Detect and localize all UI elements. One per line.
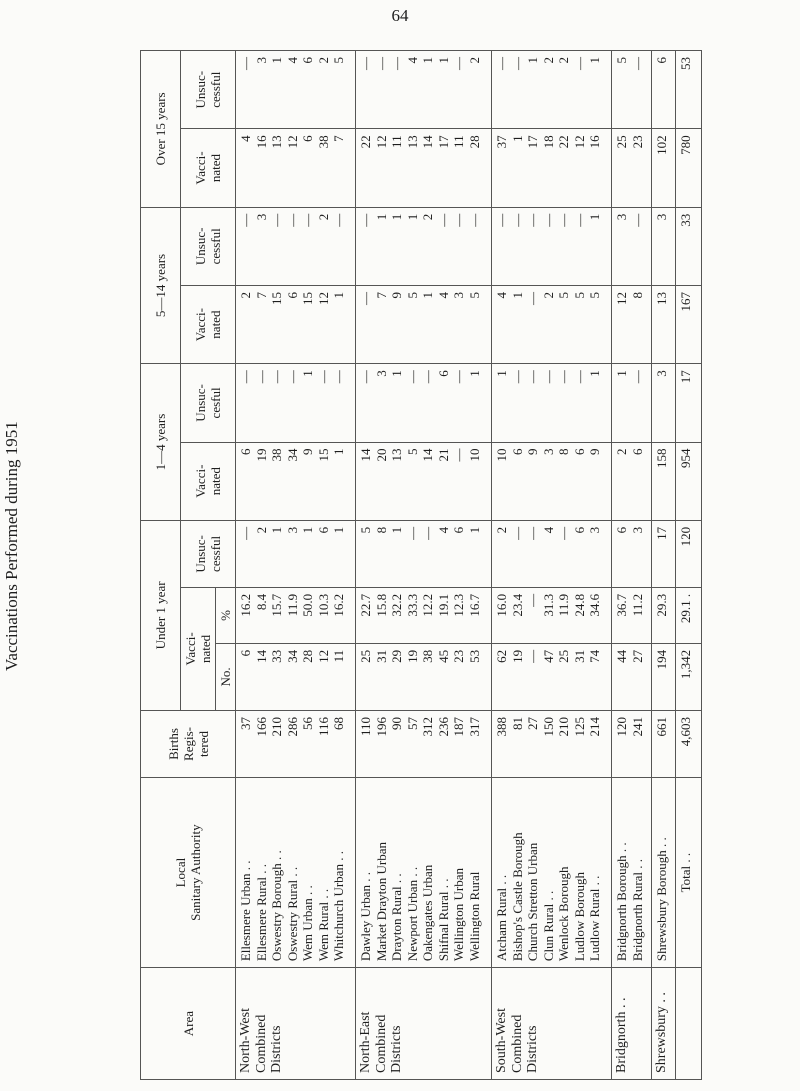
over-15-unsuccessful-cell: — — 1 2 2 — 1 bbox=[492, 51, 612, 129]
header-1-4-unsuccessful: Unsuc- cesful bbox=[181, 364, 236, 442]
authority-cell: Ellesmere Urban . . Ellesmere Rural . . Oswestry Borough . . Oswestry Rural . . Wem Urban . . Wem Rural . . Whitchurch Urban . . bbox=[236, 778, 356, 968]
total-area-cell bbox=[676, 968, 702, 1080]
under-1-unsuccessful-cell: 2 — — 4 — 6 3 bbox=[492, 520, 612, 587]
total-1-4-unsuccessful: 17 bbox=[676, 364, 702, 442]
table-stage bbox=[140, 50, 696, 1080]
age-5-14-unsuccessful-cell: — 3 — — — 2 — bbox=[236, 207, 356, 285]
age-1-4-vaccinated-cell: 10 6 9 3 8 6 9 bbox=[492, 442, 612, 520]
over-15-vaccinated-cell: 4 16 13 12 6 38 7 bbox=[236, 129, 356, 207]
total-row bbox=[676, 51, 702, 1080]
header-over-15-unsuccessful: Unsuc- cessful bbox=[181, 51, 236, 129]
age-5-14-vaccinated-cell: — 7 9 5 1 4 3 5 bbox=[356, 285, 492, 363]
under-1-unsuccessful-cell: 6 3 bbox=[612, 520, 652, 587]
births-cell: 110 196 90 57 312 236 187 317 bbox=[356, 710, 492, 777]
table-rotator bbox=[140, 50, 696, 1080]
under-1-pct-cell: 16.2 8.4 15.7 11.9 50.0 10.3 16.2 bbox=[236, 587, 356, 643]
header-under-1-vaccinated: Vacci- nated bbox=[181, 587, 216, 710]
table-row bbox=[356, 51, 492, 1080]
over-15-unsuccessful-cell: — — — 4 1 1 — 2 bbox=[356, 51, 492, 129]
authority-cell: Shrewsbury Borough . . bbox=[652, 778, 676, 968]
births-cell: 388 81 27 150 210 125 214 bbox=[492, 710, 612, 777]
age-1-4-unsuccessful-cell: — 3 1 — — 6 — 1 bbox=[356, 364, 492, 442]
table-row bbox=[612, 51, 652, 1080]
header-1-4: 1—4 years bbox=[141, 364, 181, 521]
under-1-unsuccessful-cell: 17 bbox=[652, 520, 676, 587]
table-row bbox=[236, 51, 356, 1080]
under-1-unsuccessful-cell: 5 8 1 — — 4 6 1 bbox=[356, 520, 492, 587]
header-under-1-no: No. bbox=[216, 643, 236, 710]
total-5-14-unsuccessful: 33 bbox=[676, 207, 702, 285]
authority-cell: Dawley Urban . . Market Drayton Urban Drayton Rural . . Newport Urban . . Oakengates Urban Shifnal Rural . . Wellington Urban Wellington Rural bbox=[356, 778, 492, 968]
under-1-unsuccessful-cell: — 2 1 3 1 6 1 bbox=[236, 520, 356, 587]
under-1-pct-cell: 29.3 bbox=[652, 587, 676, 643]
area-cell: Shrewsbury . . bbox=[652, 968, 676, 1080]
under-1-no-cell: 194 bbox=[652, 643, 676, 710]
births-cell: 120 241 bbox=[612, 710, 652, 777]
side-title: Vaccinations Performed during 1951 bbox=[2, 421, 21, 671]
age-5-14-unsuccessful-cell: — 1 1 1 2 — — — bbox=[356, 207, 492, 285]
total-over-15-unsuccessful: 53 bbox=[676, 51, 702, 129]
age-1-4-vaccinated-cell: 2 6 bbox=[612, 442, 652, 520]
header-5-14-vaccinated: Vacci- nated bbox=[181, 285, 236, 363]
area-cell: South-West Combined Districts bbox=[492, 968, 612, 1080]
age-1-4-unsuccessful-cell: 1 — bbox=[612, 364, 652, 442]
over-15-unsuccessful-cell: 5 — bbox=[612, 51, 652, 129]
age-5-14-vaccinated-cell: 2 7 15 6 15 12 1 bbox=[236, 285, 356, 363]
header-area: Area bbox=[141, 968, 236, 1080]
total-label: Total . . bbox=[676, 778, 702, 968]
over-15-unsuccessful-cell: 6 bbox=[652, 51, 676, 129]
age-1-4-vaccinated-cell: 158 bbox=[652, 442, 676, 520]
header-authority: Local Sanitary Authority bbox=[141, 778, 236, 968]
age-1-4-unsuccessful-cell: — — — — 1 — — bbox=[236, 364, 356, 442]
age-5-14-unsuccessful-cell: 3 — bbox=[612, 207, 652, 285]
over-15-unsuccessful-cell: — 3 1 4 6 2 5 bbox=[236, 51, 356, 129]
header-under-1-unsuccessful: Unsuc- cessful bbox=[181, 520, 236, 587]
total-5-14-vaccinated: 167 bbox=[676, 285, 702, 363]
under-1-pct-cell: 22.7 15.8 32.2 33.3 12.2 19.1 12.3 16.7 bbox=[356, 587, 492, 643]
age-5-14-vaccinated-cell: 12 8 bbox=[612, 285, 652, 363]
under-1-pct-cell: 36.7 11.2 bbox=[612, 587, 652, 643]
header-under-1-pct: % bbox=[216, 587, 236, 643]
age-1-4-unsuccessful-cell: 1 — — — — — 1 bbox=[492, 364, 612, 442]
over-15-vaccinated-cell: 102 bbox=[652, 129, 676, 207]
header-5-14: 5—14 years bbox=[141, 207, 181, 364]
under-1-no-cell: 62 19 — 47 25 31 74 bbox=[492, 643, 612, 710]
age-5-14-vaccinated-cell: 4 1 — 2 5 5 5 bbox=[492, 285, 612, 363]
age-5-14-unsuccessful-cell: 3 bbox=[652, 207, 676, 285]
under-1-pct-cell: 16.0 23.4 — 31.3 11.9 24.8 34.6 bbox=[492, 587, 612, 643]
total-1-4-vaccinated: 954 bbox=[676, 442, 702, 520]
table-row bbox=[652, 51, 676, 1080]
under-1-no-cell: 6 14 33 34 28 12 11 bbox=[236, 643, 356, 710]
age-5-14-unsuccessful-cell: — — — — — — 1 bbox=[492, 207, 612, 285]
births-cell: 37 166 210 286 56 116 68 bbox=[236, 710, 356, 777]
authority-cell: Bridgnorth Borough . . Bridgnorth Rural . . bbox=[612, 778, 652, 968]
age-1-4-vaccinated-cell: 6 19 38 34 9 15 1 bbox=[236, 442, 356, 520]
total-over-15-vaccinated: 780 bbox=[676, 129, 702, 207]
total-under-1-unsuccessful: 120 bbox=[676, 520, 702, 587]
over-15-vaccinated-cell: 25 23 bbox=[612, 129, 652, 207]
over-15-vaccinated-cell: 22 12 11 13 14 17 11 28 bbox=[356, 129, 492, 207]
under-1-no-cell: 25 31 29 19 38 45 23 53 bbox=[356, 643, 492, 710]
births-cell: 661 bbox=[652, 710, 676, 777]
over-15-vaccinated-cell: 37 1 17 18 22 12 16 bbox=[492, 129, 612, 207]
header-over-15: Over 15 years bbox=[141, 51, 181, 208]
authority-cell: Atcham Rural . . Bishop's Castle Borough Church Stretton Urban Clun Rural . . Wenlock Borough Ludlow Borough Ludlow Rural . . bbox=[492, 778, 612, 968]
area-cell: North-East Combined Districts bbox=[356, 968, 492, 1080]
age-1-4-vaccinated-cell: 14 20 13 5 14 21 — 10 bbox=[356, 442, 492, 520]
total-births: 4,603 bbox=[676, 710, 702, 777]
header-5-14-unsuccessful: Unsuc- cessful bbox=[181, 207, 236, 285]
page-number: 64 bbox=[391, 6, 409, 25]
table-row bbox=[492, 51, 612, 1080]
vaccinations-table bbox=[140, 50, 702, 1080]
age-5-14-vaccinated-cell: 13 bbox=[652, 285, 676, 363]
header-over-15-vaccinated: Vacci- nated bbox=[181, 129, 236, 207]
total-under-1-pct: 29.1 . bbox=[676, 587, 702, 643]
header-births: Births Regis- tered bbox=[141, 710, 236, 777]
area-cell: North-West Combined Districts bbox=[236, 968, 356, 1080]
age-1-4-unsuccessful-cell: 3 bbox=[652, 364, 676, 442]
area-cell: Bridgnorth . . bbox=[612, 968, 652, 1080]
total-under-1-no: 1,342 bbox=[676, 643, 702, 710]
header-under-1: Under 1 year bbox=[141, 520, 181, 710]
header-1-4-vaccinated: Vacci- nated bbox=[181, 442, 236, 520]
under-1-no-cell: 44 27 bbox=[612, 643, 652, 710]
